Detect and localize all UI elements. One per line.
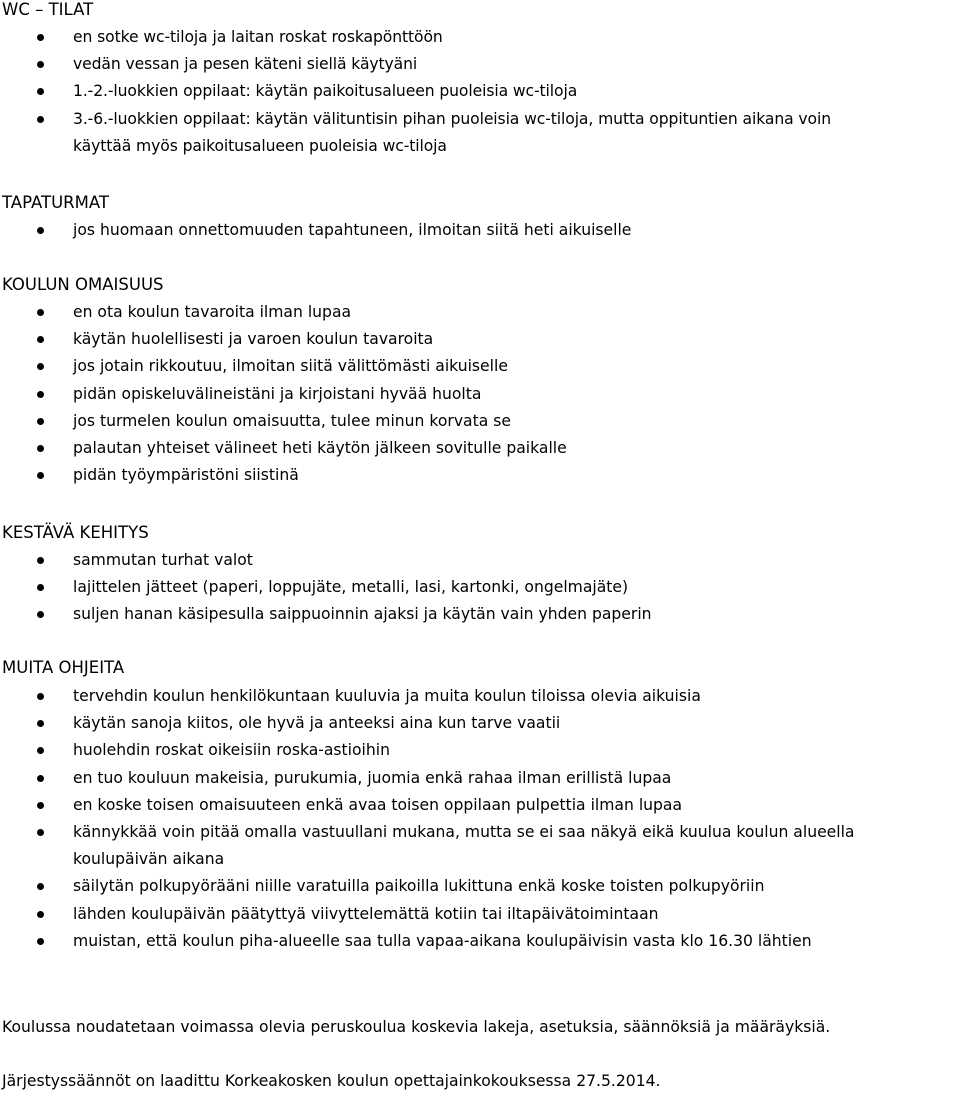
list-item: 1.-2.-luokkien oppilaat: käytän paikoitusalueen puoleisia wc-tiloja xyxy=(0,78,960,105)
bullet-icon xyxy=(37,693,44,700)
bullet-icon xyxy=(37,611,44,618)
list-item: jos jotain rikkoutuu, ilmoitan siitä välittömästi aikuiselle xyxy=(0,353,960,380)
list-item: säilytän polkupyörääni niille varatuilla paikoilla lukittuna enkä koske toisten polkupyöriin xyxy=(0,873,960,900)
bullet-icon xyxy=(37,418,44,425)
bullet-icon xyxy=(37,363,44,370)
section-heading-sustainable: KESTÄVÄ KEHITYS xyxy=(2,523,149,542)
other-rules-list xyxy=(0,683,960,955)
list-item-continuation: käyttää myös paikoitusalueen puoleisia wc-tiloja xyxy=(73,136,447,155)
list-item: huolehdin roskat oikeisiin roska-astioihin xyxy=(0,737,960,764)
sustainability-rules-list xyxy=(0,547,960,629)
laws-statement: Koulussa noudatetaan voimassa olevia peruskoulua koskevia lakeja, asetuksia, säännöksiä ja määräyksiä. xyxy=(2,1018,831,1036)
bullet-icon xyxy=(37,775,44,782)
bullet-icon xyxy=(37,883,44,890)
list-item: suljen hanan käsipesulla saippuoinnin ajaksi ja käytän vain yhden paperin xyxy=(0,601,960,628)
bullet-icon xyxy=(37,557,44,564)
bullet-icon xyxy=(37,88,44,95)
bullet-icon xyxy=(37,227,44,234)
bullet-icon xyxy=(37,309,44,316)
list-item: käytän huolellisesti ja varoen koulun tavaroita xyxy=(0,326,960,353)
list-item: käytän sanoja kiitos, ole hyvä ja anteeksi aina kun tarve vaatii xyxy=(0,710,960,737)
property-rules-list xyxy=(0,299,960,489)
bullet-icon xyxy=(37,911,44,918)
list-item: muistan, että koulun piha-alueelle saa tulla vapaa-aikana koulupäivisin vasta klo 16.30 lähtien xyxy=(0,928,960,955)
bullet-icon xyxy=(37,584,44,591)
bullet-icon xyxy=(37,720,44,727)
bullet-icon xyxy=(37,802,44,809)
list-item: palautan yhteiset välineet heti käytön jälkeen sovitulle paikalle xyxy=(0,435,960,462)
list-item: pidän työympäristöni siistinä xyxy=(0,462,960,489)
list-item: en koske toisen omaisuuteen enkä avaa toisen oppilaan pulpettia ilman lupaa xyxy=(0,792,960,819)
bullet-icon xyxy=(37,445,44,452)
list-item: tervehdin koulun henkilökuntaan kuuluvia ja muita koulun tiloissa olevia aikuisia xyxy=(0,683,960,710)
bullet-icon xyxy=(37,938,44,945)
list-item: pidän opiskeluvälineistäni ja kirjoistani hyvää huolta xyxy=(0,381,960,408)
list-item: jos turmelen koulun omaisuutta, tulee minun korvata se xyxy=(0,408,960,435)
section-heading-property: KOULUN OMAISUUS xyxy=(2,275,164,294)
bullet-icon xyxy=(37,116,44,123)
list-item-continuation: koulupäivän aikana xyxy=(73,850,225,869)
bullet-icon xyxy=(37,472,44,479)
approval-statement: Järjestyssäännöt on laadittu Korkeakosken koulun opettajainkokouksessa 27.5.2014. xyxy=(2,1072,661,1090)
list-item: vedän vessan ja pesen käteni siellä käytyäni xyxy=(0,51,960,78)
bullet-icon xyxy=(37,336,44,343)
section-heading-accidents: TAPATURMAT xyxy=(2,193,109,212)
list-item: 3.-6.-luokkien oppilaat: käytän välituntisin pihan puoleisia wc-tiloja, mutta oppituntien aikana voin xyxy=(0,106,960,133)
list-item: en ota koulun tavaroita ilman lupaa xyxy=(0,299,960,326)
accident-rules-list xyxy=(0,217,960,244)
list-item: kännykkää voin pitää omalla vastuullani mukana, mutta se ei saa näkyä eikä kuulua koulun alueella xyxy=(0,819,960,846)
list-item: lajittelen jätteet (paperi, loppujäte, metalli, lasi, kartonki, ongelmajäte) xyxy=(0,574,960,601)
section-heading-wc: WC – TILAT xyxy=(2,0,94,19)
list-item: jos huomaan onnettomuuden tapahtuneen, ilmoitan siitä heti aikuiselle xyxy=(0,217,960,244)
list-item: en sotke wc-tiloja ja laitan roskat roskapönttöön xyxy=(0,24,960,51)
bullet-icon xyxy=(37,391,44,398)
bullet-icon xyxy=(37,747,44,754)
list-item: en tuo kouluun makeisia, purukumia, juomia enkä rahaa ilman erillistä lupaa xyxy=(0,765,960,792)
list-item: lähden koulupäivän päätyttyä viivyttelemättä kotiin tai iltapäivätoimintaan xyxy=(0,901,960,928)
list-item: sammutan turhat valot xyxy=(0,547,960,574)
bullet-icon xyxy=(37,61,44,68)
section-heading-other: MUITA OHJEITA xyxy=(2,658,125,677)
bullet-icon xyxy=(37,829,44,836)
wc-rules-list xyxy=(0,24,960,160)
bullet-icon xyxy=(37,34,44,41)
